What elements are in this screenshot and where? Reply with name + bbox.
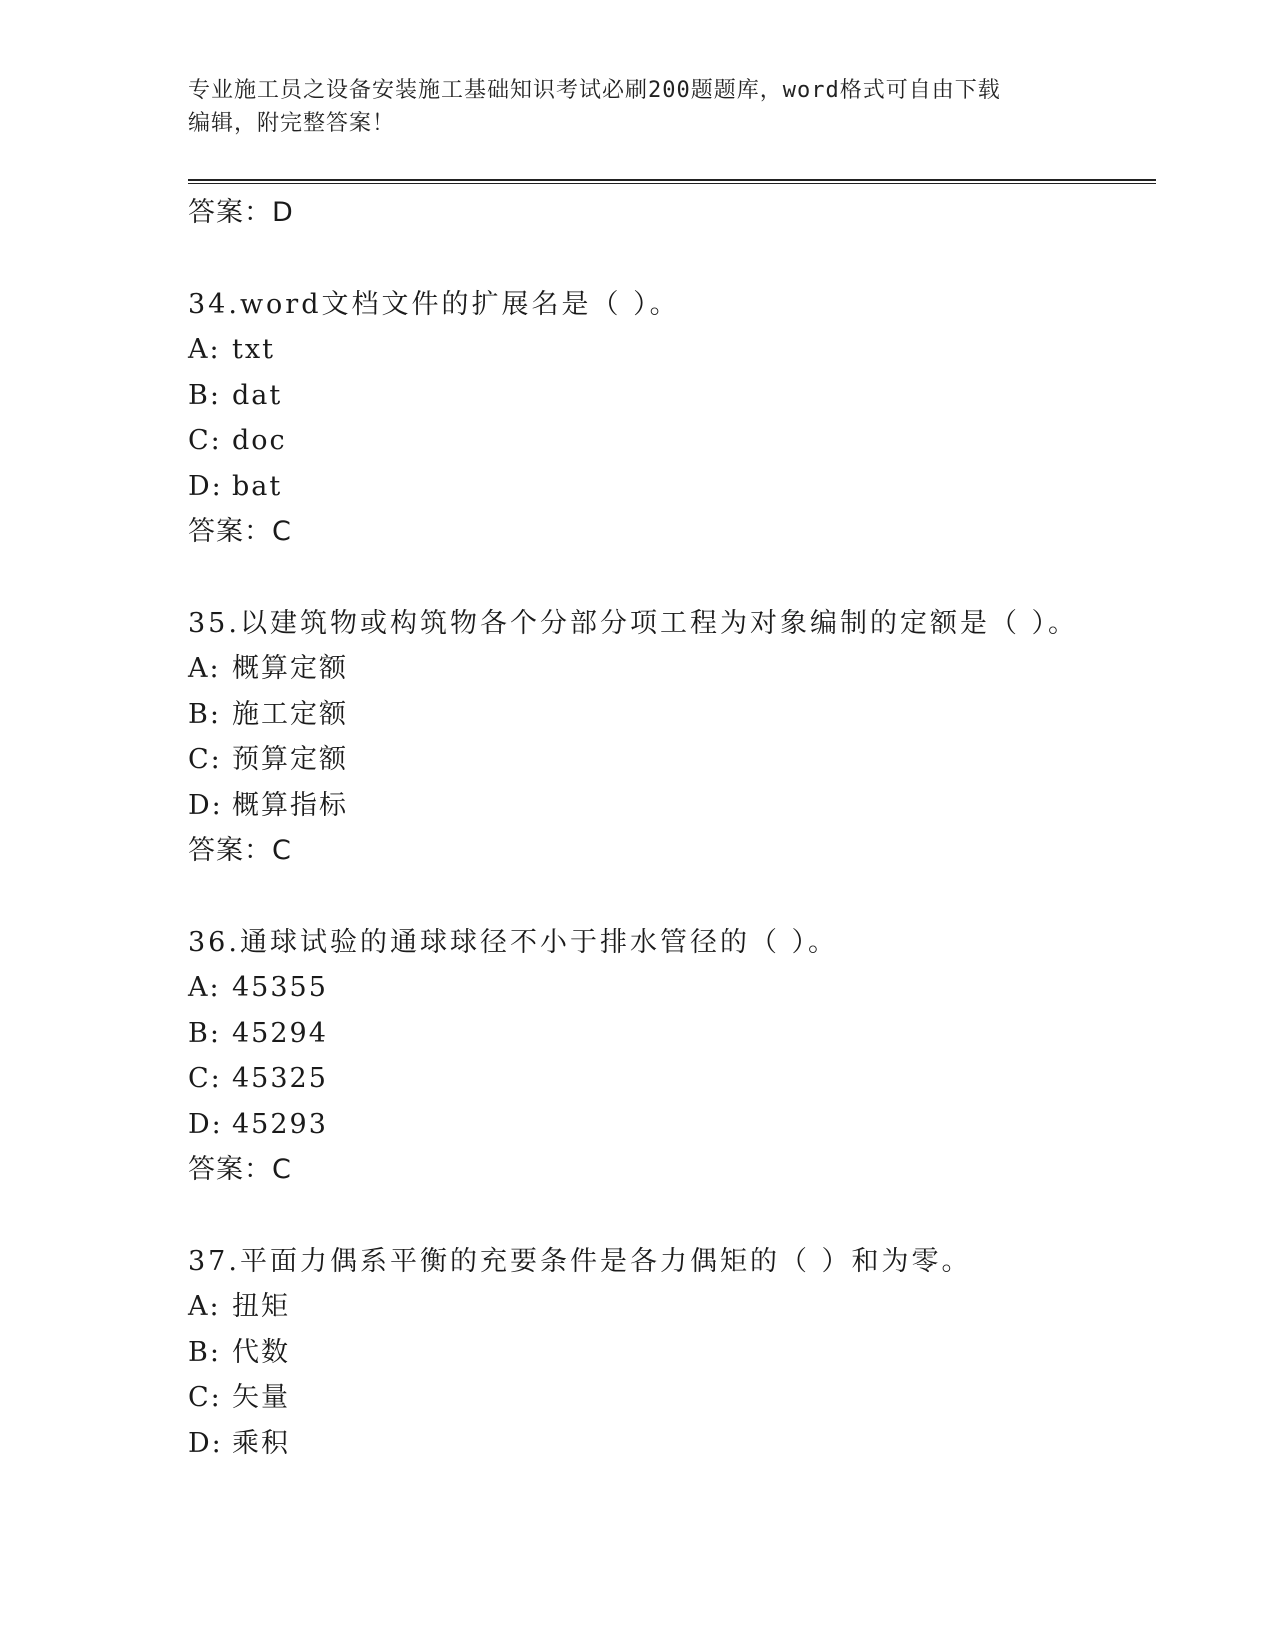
header-line-2: 编辑，附完整答案！ xyxy=(188,111,396,136)
option-text: 矢量 xyxy=(232,1382,290,1413)
document-header xyxy=(188,74,1088,140)
option-b xyxy=(188,1330,1148,1376)
option-text: 施工定额 xyxy=(232,698,348,730)
option-b xyxy=(188,373,1148,419)
question-text: 37.平面力偶系平衡的充要条件是各力偶矩的（ ）和为零。 xyxy=(188,1246,972,1277)
question-block xyxy=(188,920,1148,1192)
option-text: dat xyxy=(232,379,283,411)
option-d xyxy=(188,783,1148,829)
option-text: 45293 xyxy=(232,1108,328,1140)
question-block xyxy=(188,282,1148,554)
spacer xyxy=(188,235,1148,282)
option-text: 代数 xyxy=(232,1336,290,1368)
option-text: 乘积 xyxy=(232,1427,290,1459)
option-text: doc xyxy=(232,425,287,456)
option-a xyxy=(188,327,1148,373)
option-label: C: xyxy=(188,1063,222,1094)
option-text: 概算定额 xyxy=(232,653,348,684)
option-text: bat xyxy=(232,470,283,502)
option-label: C: xyxy=(188,1382,222,1413)
previous-answer: 答案：D xyxy=(188,197,294,228)
answer-text: 答案：C xyxy=(188,516,292,547)
option-label: A: xyxy=(188,1291,221,1322)
option-label: D: xyxy=(188,470,223,502)
answer-text: 答案：C xyxy=(188,1154,292,1185)
header-divider-thick xyxy=(188,179,1156,181)
option-text: 45355 xyxy=(232,972,328,1003)
spacer xyxy=(188,873,1148,920)
option-c xyxy=(188,1056,1148,1102)
option-label: D: xyxy=(188,789,223,821)
option-label: B: xyxy=(188,1017,221,1049)
header-divider-thin xyxy=(188,183,1156,184)
option-label: D: xyxy=(188,1108,223,1140)
option-d xyxy=(188,1421,1148,1467)
option-label: A: xyxy=(188,972,221,1003)
option-a xyxy=(188,1284,1148,1330)
option-c xyxy=(188,418,1148,464)
option-a xyxy=(188,965,1148,1011)
question-list xyxy=(188,190,1148,1466)
option-label: C: xyxy=(188,425,222,456)
option-text: 扭矩 xyxy=(232,1291,290,1322)
option-text: 预算定额 xyxy=(232,744,348,775)
option-text: 45294 xyxy=(232,1017,328,1049)
question-block xyxy=(188,601,1148,873)
option-b xyxy=(188,1011,1148,1057)
spacer xyxy=(188,1192,1148,1239)
option-b xyxy=(188,692,1148,738)
option-c xyxy=(188,1375,1148,1421)
answer-text: 答案：C xyxy=(188,835,292,866)
option-text: 概算指标 xyxy=(232,789,348,821)
option-c xyxy=(188,737,1148,783)
question-text: 34.word文档文件的扩展名是（ ）。 xyxy=(188,289,680,320)
header-line-1: 专业施工员之设备安装施工基础知识考试必刷200题题库，word格式可自由下载 xyxy=(188,78,1001,103)
option-label: B: xyxy=(188,379,221,411)
option-text: txt xyxy=(232,334,275,365)
option-label: B: xyxy=(188,698,221,730)
option-label: B: xyxy=(188,1336,221,1368)
option-d xyxy=(188,464,1148,510)
option-label: C: xyxy=(188,744,222,775)
question-text: 36.通球试验的通球球径不小于排水管径的（ ）。 xyxy=(188,927,839,958)
spacer xyxy=(188,554,1148,601)
option-label: A: xyxy=(188,334,221,365)
option-text: 45325 xyxy=(232,1063,328,1094)
option-label: D: xyxy=(188,1427,223,1459)
option-a xyxy=(188,646,1148,692)
option-d xyxy=(188,1102,1148,1148)
question-block xyxy=(188,1239,1148,1466)
question-text: 35.以建筑物或构筑物各个分部分项工程为对象编制的定额是（ ）。 xyxy=(188,608,1079,639)
option-label: A: xyxy=(188,653,221,684)
